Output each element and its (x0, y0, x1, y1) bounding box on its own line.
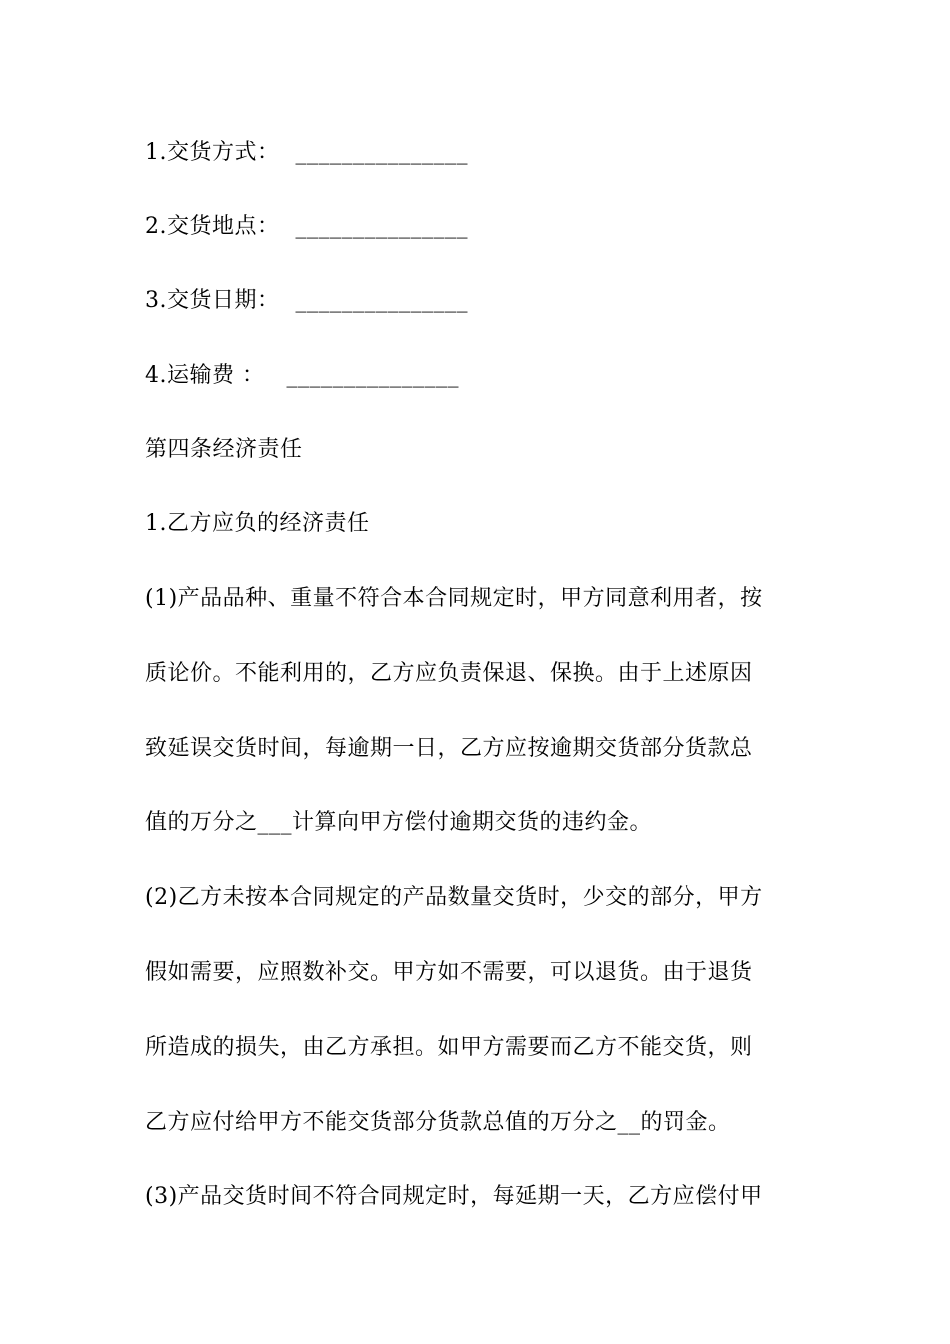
paragraph-line: 质论价。不能利用的，乙方应负责保退、保换。由于上述原因 (145, 661, 753, 686)
subsection-title: 1.乙方应负的经济责任 (145, 511, 370, 536)
field-label: 4.运输费 ： (145, 363, 265, 388)
paragraph-line: (2)乙方未按本合同规定的产品数量交货时，少交的部分，甲方 (145, 885, 763, 910)
paragraph-line: (1)产品品种、重量不符合本合同规定时，甲方同意利用者，按 (145, 586, 763, 611)
field-label: 3.交货日期： (145, 288, 280, 313)
field-blank: _______________ (295, 288, 468, 313)
paragraph-line: 致延误交货时间，每逾期一日，乙方应按逾期交货部分货款总 (145, 736, 753, 761)
field-blank: _______________ (295, 140, 468, 165)
paragraph-line: 所造成的损失，由乙方承担。如甲方需要而乙方不能交货，则 (145, 1035, 753, 1060)
field-delivery-date (145, 288, 468, 314)
field-blank: _______________ (286, 363, 459, 388)
field-delivery-place (145, 214, 468, 240)
field-delivery-method (145, 140, 468, 166)
field-shipping-fee (145, 363, 459, 389)
paragraph-line: 值的万分之___计算向甲方偿付逾期交货的违约金。 (145, 810, 653, 835)
section-title: 第四条经济责任 (145, 437, 303, 462)
field-label: 2.交货地点： (145, 214, 280, 239)
field-label: 1.交货方式： (145, 140, 280, 165)
paragraph-line: (3)产品交货时间不符合同规定时，每延期一天，乙方应偿付甲 (145, 1184, 763, 1209)
paragraph-line: 乙方应付给甲方不能交货部分货款总值的万分之__的罚金。 (145, 1110, 731, 1135)
field-blank: _______________ (295, 214, 468, 239)
paragraph-line: 假如需要，应照数补交。甲方如不需要，可以退货。由于退货 (145, 960, 753, 985)
